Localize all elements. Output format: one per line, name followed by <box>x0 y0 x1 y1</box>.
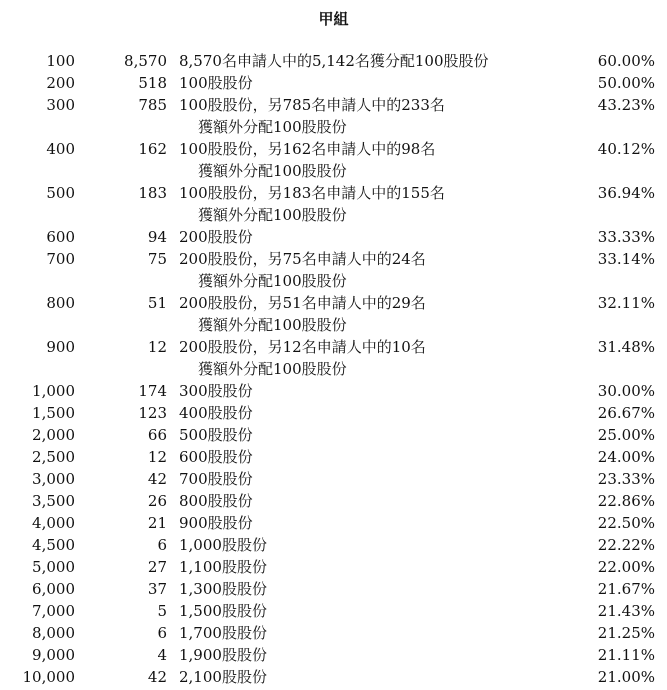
allocation-percentage-cell: 24.00% <box>597 448 655 466</box>
allocation-percentage-cell: 22.50% <box>597 514 655 532</box>
applicants-count-cell: 66 <box>147 426 167 444</box>
shares-applied-cell: 200 <box>46 74 75 92</box>
applicants-count-cell: 75 <box>147 250 167 268</box>
table-row <box>0 468 667 490</box>
allocation-percentage-cell: 36.94% <box>597 184 655 202</box>
table-row <box>0 424 667 446</box>
allocation-percentage-cell: 21.43% <box>597 602 655 620</box>
table-row <box>0 226 667 248</box>
applicants-count-cell: 27 <box>147 558 167 576</box>
shares-applied-cell: 100 <box>46 52 75 70</box>
applicants-count-cell: 51 <box>147 294 167 312</box>
allocation-percentage-cell: 21.00% <box>597 668 655 686</box>
allocation-basis-cell <box>179 248 426 292</box>
allocation-basis-line: 200股股份 <box>179 228 253 246</box>
shares-applied-cell: 7,000 <box>32 602 75 620</box>
allocation-percentage-cell: 43.23% <box>597 96 655 114</box>
allocation-percentage-cell: 33.14% <box>597 250 655 268</box>
allocation-basis-line: 800股股份 <box>179 492 253 510</box>
applicants-count-cell: 5 <box>157 602 167 620</box>
allocation-basis-cell <box>179 600 267 622</box>
allocation-basis-cell <box>179 336 426 380</box>
allocation-basis-line: 獲額外分配100股股份 <box>198 272 347 290</box>
allocation-percentage-cell: 50.00% <box>597 74 655 92</box>
shares-applied-cell: 6,000 <box>32 580 75 598</box>
applicants-count-cell: 162 <box>138 140 167 158</box>
allocation-percentage-cell: 22.22% <box>597 536 655 554</box>
allocation-percentage-cell: 33.33% <box>597 228 655 246</box>
applicants-count-cell: 183 <box>138 184 167 202</box>
allocation-percentage-cell: 21.25% <box>597 624 655 642</box>
table-row <box>0 336 667 380</box>
shares-applied-cell: 3,500 <box>32 492 75 510</box>
allocation-basis-line: 1,300股股份 <box>179 580 267 598</box>
allocation-basis-line: 500股股份 <box>179 426 253 444</box>
shares-applied-cell: 600 <box>46 228 75 246</box>
table-row <box>0 622 667 644</box>
applicants-count-cell: 21 <box>147 514 167 532</box>
table-row <box>0 94 667 138</box>
applicants-count-cell: 42 <box>147 668 167 686</box>
allocation-basis-line: 獲額外分配100股股份 <box>198 316 347 334</box>
allocation-percentage-cell: 22.86% <box>597 492 655 510</box>
allocation-basis-line: 獲額外分配100股股份 <box>198 162 347 180</box>
allocation-percentage-cell: 32.11% <box>597 294 655 312</box>
section-title: 甲組 <box>318 10 349 28</box>
allocation-basis-line: 200股股份，另51名申請人中的29名 <box>179 294 426 312</box>
allocation-basis-line: 300股股份 <box>179 382 253 400</box>
applicants-count-cell: 8,570 <box>124 52 167 70</box>
allocation-basis-line: 1,500股股份 <box>179 602 267 620</box>
table-row <box>0 446 667 468</box>
allocation-basis-cell <box>179 490 253 512</box>
table-row <box>0 50 667 72</box>
table-row <box>0 534 667 556</box>
shares-applied-cell: 900 <box>46 338 75 356</box>
allocation-basis-line: 1,900股股份 <box>179 646 267 664</box>
table-row <box>0 578 667 600</box>
allocation-basis-cell <box>179 72 253 94</box>
allocation-basis-line: 400股股份 <box>179 404 253 422</box>
allocation-basis-cell <box>179 424 253 446</box>
applicants-count-cell: 37 <box>147 580 167 598</box>
allocation-basis-line: 100股股份，另183名申請人中的155名 <box>179 184 445 202</box>
allocation-basis-cell <box>179 50 489 72</box>
allocation-basis-cell <box>179 578 267 600</box>
allocation-basis-line: 獲額外分配100股股份 <box>198 118 347 136</box>
table-row <box>0 512 667 534</box>
allocation-basis-line: 獲額外分配100股股份 <box>198 360 347 378</box>
applicants-count-cell: 4 <box>157 646 167 664</box>
table-row <box>0 138 667 182</box>
allocation-percentage-cell: 23.33% <box>597 470 655 488</box>
allocation-basis-line: 600股股份 <box>179 448 253 466</box>
allocation-percentage-cell: 26.67% <box>597 404 655 422</box>
allocation-basis-line: 100股股份，另785名申請人中的233名 <box>179 96 445 114</box>
shares-applied-cell: 1,500 <box>32 404 75 422</box>
shares-applied-cell: 2,500 <box>32 448 75 466</box>
shares-applied-cell: 3,000 <box>32 470 75 488</box>
allocation-percentage-cell: 25.00% <box>597 426 655 444</box>
applicants-count-cell: 785 <box>138 96 167 114</box>
applicants-count-cell: 12 <box>147 338 167 356</box>
allocation-basis-line: 1,100股股份 <box>179 558 267 576</box>
shares-applied-cell: 9,000 <box>32 646 75 664</box>
table-row <box>0 72 667 94</box>
allocation-basis-cell <box>179 226 253 248</box>
applicants-count-cell: 174 <box>138 382 167 400</box>
allocation-basis-cell <box>179 512 253 534</box>
allocation-basis-cell <box>179 182 445 226</box>
allocation-basis-line: 1,000股股份 <box>179 536 267 554</box>
allocation-basis-cell <box>179 94 445 138</box>
table-row <box>0 644 667 666</box>
allocation-basis-line: 900股股份 <box>179 514 253 532</box>
shares-applied-cell: 1,000 <box>32 382 75 400</box>
allocation-percentage-cell: 21.11% <box>597 646 655 664</box>
table-row <box>0 666 667 688</box>
allocation-basis-cell <box>179 644 267 666</box>
allocation-basis-line: 1,700股股份 <box>179 624 267 642</box>
allocation-basis-cell <box>179 446 253 468</box>
allocation-basis-line: 100股股份，另162名申請人中的98名 <box>179 140 436 158</box>
table-row <box>0 600 667 622</box>
shares-applied-cell: 2,000 <box>32 426 75 444</box>
allocation-basis-line: 200股股份，另75名申請人中的24名 <box>179 250 426 268</box>
shares-applied-cell: 400 <box>46 140 75 158</box>
applicants-count-cell: 26 <box>147 492 167 510</box>
table-row <box>0 182 667 226</box>
allocation-basis-line: 700股股份 <box>179 470 253 488</box>
shares-applied-cell: 4,000 <box>32 514 75 532</box>
table-row <box>0 490 667 512</box>
shares-applied-cell: 800 <box>46 294 75 312</box>
applicants-count-cell: 6 <box>157 536 167 554</box>
allocation-basis-line: 100股股份 <box>179 74 253 92</box>
allocation-basis-cell <box>179 468 253 490</box>
shares-applied-cell: 500 <box>46 184 75 202</box>
allocation-basis-cell <box>179 138 435 182</box>
allocation-percentage-cell: 31.48% <box>597 338 655 356</box>
applicants-count-cell: 123 <box>138 404 167 422</box>
shares-applied-cell: 4,500 <box>32 536 75 554</box>
applicants-count-cell: 6 <box>157 624 167 642</box>
shares-applied-cell: 10,000 <box>22 668 75 686</box>
allocation-percentage-cell: 22.00% <box>597 558 655 576</box>
allocation-percentage-cell: 40.12% <box>597 140 655 158</box>
allocation-basis-cell <box>179 292 426 336</box>
table-row <box>0 380 667 402</box>
shares-applied-cell: 700 <box>46 250 75 268</box>
shares-applied-cell: 300 <box>46 96 75 114</box>
applicants-count-cell: 12 <box>147 448 167 466</box>
applicants-count-cell: 42 <box>147 470 167 488</box>
applicants-count-cell: 94 <box>147 228 167 246</box>
allocation-basis-cell <box>179 666 267 688</box>
allocation-basis-line: 8,570名申請人中的5,142名獲分配100股股份 <box>179 52 489 70</box>
allocation-basis-cell <box>179 534 267 556</box>
table-row <box>0 402 667 424</box>
allocation-basis-line: 2,100股股份 <box>179 668 267 686</box>
allocation-basis-cell <box>179 402 253 424</box>
allocation-basis-line: 200股股份，另12名申請人中的10名 <box>179 338 426 356</box>
allocation-percentage-cell: 30.00% <box>597 382 655 400</box>
shares-applied-cell: 8,000 <box>32 624 75 642</box>
allocation-percentage-cell: 60.00% <box>597 52 655 70</box>
shares-applied-cell: 5,000 <box>32 558 75 576</box>
table-row <box>0 556 667 578</box>
allocation-basis-cell <box>179 380 253 402</box>
allocation-table <box>0 50 667 688</box>
allocation-basis-cell <box>179 622 267 644</box>
table-row <box>0 292 667 336</box>
applicants-count-cell: 518 <box>138 74 167 92</box>
allocation-percentage-cell: 21.67% <box>597 580 655 598</box>
allocation-basis-cell <box>179 556 267 578</box>
table-row <box>0 248 667 292</box>
allocation-basis-line: 獲額外分配100股股份 <box>198 206 347 224</box>
